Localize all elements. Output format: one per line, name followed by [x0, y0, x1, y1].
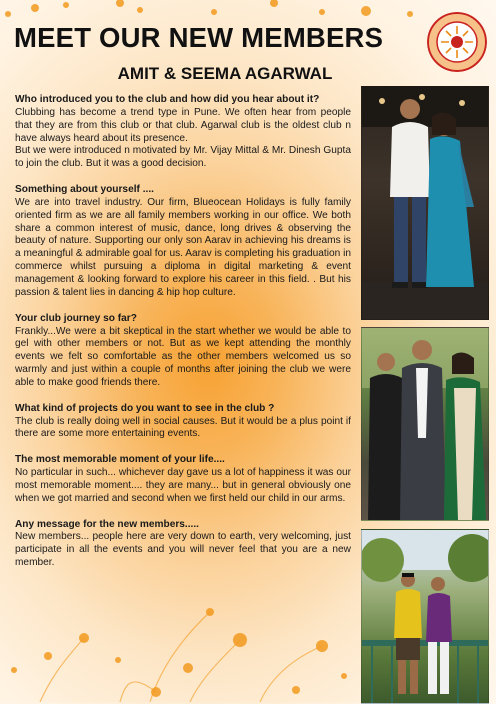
answer: The club is really doing well in social causes. But it would be a plus point if there are some more entertaining events.	[15, 415, 351, 440]
family-photo	[361, 327, 489, 521]
couple-photo	[361, 86, 489, 320]
question: What kind of projects do you want to see in the club ?	[15, 402, 275, 414]
answer: Clubbing has become a trend type in Pune. We often hear from people that they are from this club or that club. Agarwal club is the oldest club n have always heard about its presence. But we were introduced n motivated by Mr. Vijay Mittal & Mr. Dinesh Gupta to join the club. But it was a good decision.	[15, 106, 351, 170]
interview-content	[15, 94, 351, 583]
question: The most memorable moment of your life....	[15, 454, 225, 466]
answer: Frankly...We were a bit skeptical in the start whether we would be able to gel with other members or not. But as we kept attending the monthly events we felt so comfortable as the other members welcomed us so warmly and just within a couple of months after joining the club we were able to make good friends there.	[15, 325, 351, 388]
qa-block	[15, 519, 351, 570]
qa-block	[15, 313, 351, 390]
qa-block	[15, 403, 351, 442]
answer: New members... people here are very down to earth, very welcoming, just participate in all the events and you will never feel that you are a new member.	[15, 531, 351, 569]
outdoor-couple-photo	[361, 529, 489, 704]
question: Your club journey so far?	[15, 312, 137, 324]
question: Any message for the new members.....	[15, 518, 200, 530]
answer: No particular in such... whichever day gave us a lot of happiness it was our most memorable moment.... they are many... but in general obviously one when we got married and second when we first held our child in our arms.	[15, 467, 351, 504]
question: Something about yourself ....	[15, 184, 154, 196]
page-title: MEET OUR NEW MEMBERS	[14, 22, 384, 53]
question: Who introduced you to the club and how did you hear about it?	[15, 94, 320, 105]
answer: We are into travel industry. Our firm, Blueocean Holidays is fully family oriented firm as we are all family members working in our office. We both share a common interest of music, dance, long drives & observing the beauty of nature. Supporting our only son Aarav in achieving his dreams is a meaningful & admirable goal for us. Aarav is completing his graduation in commerce whilst pursuing a diploma in digital marketing & event management & looking forward to explore his career in this field. . But his passion & talent lies in dancing & hip hop culture.	[15, 196, 351, 298]
qa-block	[15, 94, 351, 171]
qa-block	[15, 184, 351, 300]
club-logo	[427, 12, 487, 72]
qa-block	[15, 454, 351, 505]
member-names: AMIT & SEEMA AGARWAL	[117, 64, 333, 83]
